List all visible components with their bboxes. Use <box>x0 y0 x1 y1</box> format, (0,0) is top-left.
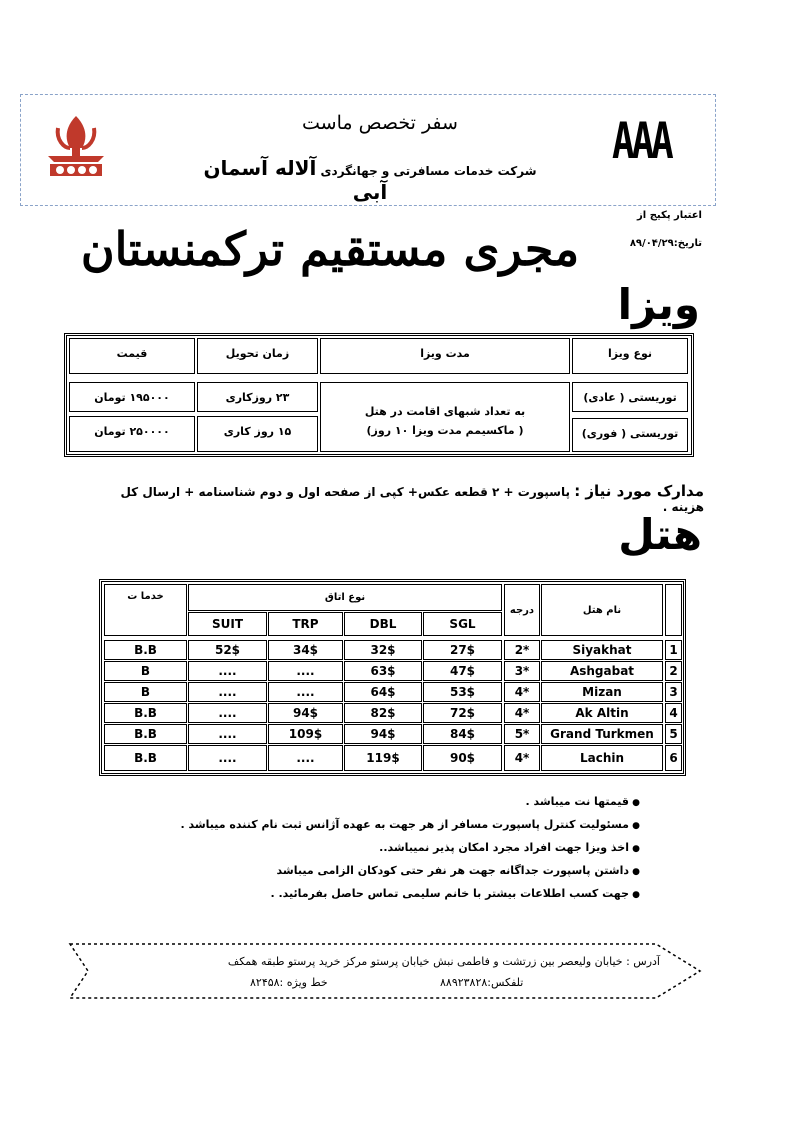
visa-row-1-type: توریستی ( عادی) <box>572 382 688 412</box>
required-documents-text: پاسپورت + ۲ قطعه عکس+ کپی از صفحه اول و دوم شناسنامه + ارسال کل هزینه . <box>120 485 704 514</box>
footer-address: آدرس : خیابان ولیعصر بین زرتشت و فاطمی نبش خیابان پرستو مرکز خرید پرستو طبقه همکف <box>227 955 660 968</box>
row-6-services: B.B <box>104 745 187 771</box>
row-5-name: Grand Turkmen <box>541 724 663 744</box>
row-4-sgl: 72$ <box>423 703 502 723</box>
row-4-suit: .... <box>188 703 267 723</box>
row-5-sgl: 84$ <box>423 724 502 744</box>
row-3-trp: .... <box>268 682 343 702</box>
visa-row-1-delivery: ۲۳ روزکاری <box>197 382 318 412</box>
row-3-grade: 4* <box>504 682 540 702</box>
hotel-table <box>99 579 686 776</box>
row-6-name: Lachin <box>541 745 663 771</box>
hotel-heading: هتل <box>618 510 702 559</box>
header-visa-duration: مدت ویزا <box>320 338 570 374</box>
row-4-dbl: 82$ <box>344 703 422 723</box>
note-item: ● داشتن پاسپورت جداگانه جهت هر نفر حتی کودکان الزامی میباشد <box>120 859 640 882</box>
visa-heading: ویزا <box>617 280 700 329</box>
header-hotel-name: نام هتل <box>541 584 663 636</box>
footer-arrow-box <box>66 940 706 1002</box>
row-6-trp: .... <box>268 745 343 771</box>
row-3-suit: .... <box>188 682 267 702</box>
row-5-services: B.B <box>104 724 187 744</box>
row-5-trp: 109$ <box>268 724 343 744</box>
row-1-index: 1 <box>665 640 682 660</box>
header-delivery-time: زمان تحویل <box>197 338 318 374</box>
row-6-suit: .... <box>188 745 267 771</box>
row-1-name: Siyakhat <box>541 640 663 660</box>
row-1-dbl: 32$ <box>344 640 422 660</box>
header-dbl: DBL <box>344 612 422 636</box>
header-index <box>665 584 682 636</box>
note-item: ● اخذ ویزا جهت افراد مجرد امکان پذیر نمیباشد.. <box>120 836 640 859</box>
row-4-grade: 4* <box>504 703 540 723</box>
date: تاریخ:۸۹/۰۴/۲۹ <box>629 238 702 249</box>
row-1-trp: 34$ <box>268 640 343 660</box>
row-6-dbl: 119$ <box>344 745 422 771</box>
visa-duration-line-2: ( ماکسیمم مدت ویزا ۱۰ روز) <box>366 424 524 437</box>
footer-hotline: خط ویژه :۸۲۴۵۸ <box>250 976 328 989</box>
row-6-grade: 4* <box>504 745 540 771</box>
row-5-grade: 5* <box>504 724 540 744</box>
note-item: ● جهت کسب اطلاعات بیشتر با خانم سلیمی تماس حاصل بفرمائید. . <box>120 882 640 905</box>
row-2-dbl: 63$ <box>344 661 422 681</box>
row-3-sgl: 53$ <box>423 682 502 702</box>
visa-row-2-price: ۲۵۰۰۰۰ تومان <box>69 416 195 452</box>
row-4-trp: 94$ <box>268 703 343 723</box>
company-logo <box>36 108 116 188</box>
notes-list <box>120 790 640 905</box>
brand-logo-text: AAA <box>612 112 671 170</box>
row-6-sgl: 90$ <box>423 745 502 771</box>
row-5-dbl: 94$ <box>344 724 422 744</box>
visa-duration-line-1: به تعداد شبهای اقامت در هتل <box>364 405 526 418</box>
row-2-index: 2 <box>665 661 682 681</box>
header-price: قیمت <box>69 338 195 374</box>
company-prefix: شرکت خدمات مسافرتی و جهانگردی <box>320 164 537 178</box>
visa-table <box>64 333 694 457</box>
row-1-grade: 2* <box>504 640 540 660</box>
row-1-suit: 52$ <box>188 640 267 660</box>
row-2-suit: .... <box>188 661 267 681</box>
company-name-main: آلاله آسمان آبی <box>203 156 388 204</box>
package-validity: اعتبار پکیج از <box>637 210 702 221</box>
row-3-services: B <box>104 682 187 702</box>
header-services: خدما ت <box>104 584 187 636</box>
required-documents <box>84 482 704 514</box>
row-3-name: Mizan <box>541 682 663 702</box>
row-6-index: 6 <box>665 745 682 771</box>
visa-row-2-delivery: ۱۵ روز کاری <box>197 416 318 452</box>
required-documents-label: مدارک مورد نیاز : <box>574 482 704 500</box>
visa-row-1-price: ۱۹۵۰۰۰ تومان <box>69 382 195 412</box>
row-2-services: B <box>104 661 187 681</box>
note-item: ● مسئولیت کنترل پاسپورت مسافر از هر جهت به عهده آژانس ثبت نام کننده میباشد . <box>120 813 640 836</box>
row-2-grade: 3* <box>504 661 540 681</box>
row-5-suit: .... <box>188 724 267 744</box>
note-item: ● قیمتها نت میباشد . <box>120 790 640 813</box>
header-trp: TRP <box>268 612 343 636</box>
row-4-name: Ak Altin <box>541 703 663 723</box>
header-sgl: SGL <box>423 612 502 636</box>
row-2-name: Ashgabat <box>541 661 663 681</box>
row-4-services: B.B <box>104 703 187 723</box>
visa-duration-cell <box>320 382 570 452</box>
company-name <box>200 156 540 204</box>
footer-telfax: تلفکس:۸۸۹۲۳۸۲۸ <box>440 976 524 989</box>
header-grade: درجه <box>504 584 540 636</box>
row-3-dbl: 64$ <box>344 682 422 702</box>
row-3-index: 3 <box>665 682 682 702</box>
header-suit: SUIT <box>188 612 267 636</box>
row-1-services: B.B <box>104 640 187 660</box>
tagline: سفر تخصص ماست <box>302 112 458 134</box>
row-1-sgl: 27$ <box>423 640 502 660</box>
row-4-index: 4 <box>665 703 682 723</box>
row-5-index: 5 <box>665 724 682 744</box>
header-visa-type: نوع ویزا <box>572 338 688 374</box>
header-room-type: نوع اتاق <box>188 584 502 611</box>
row-2-trp: .... <box>268 661 343 681</box>
main-title: مجری مستقیم ترکمنستان <box>80 222 580 276</box>
row-2-sgl: 47$ <box>423 661 502 681</box>
visa-row-2-type: توریستی ( فوری) <box>572 418 688 452</box>
